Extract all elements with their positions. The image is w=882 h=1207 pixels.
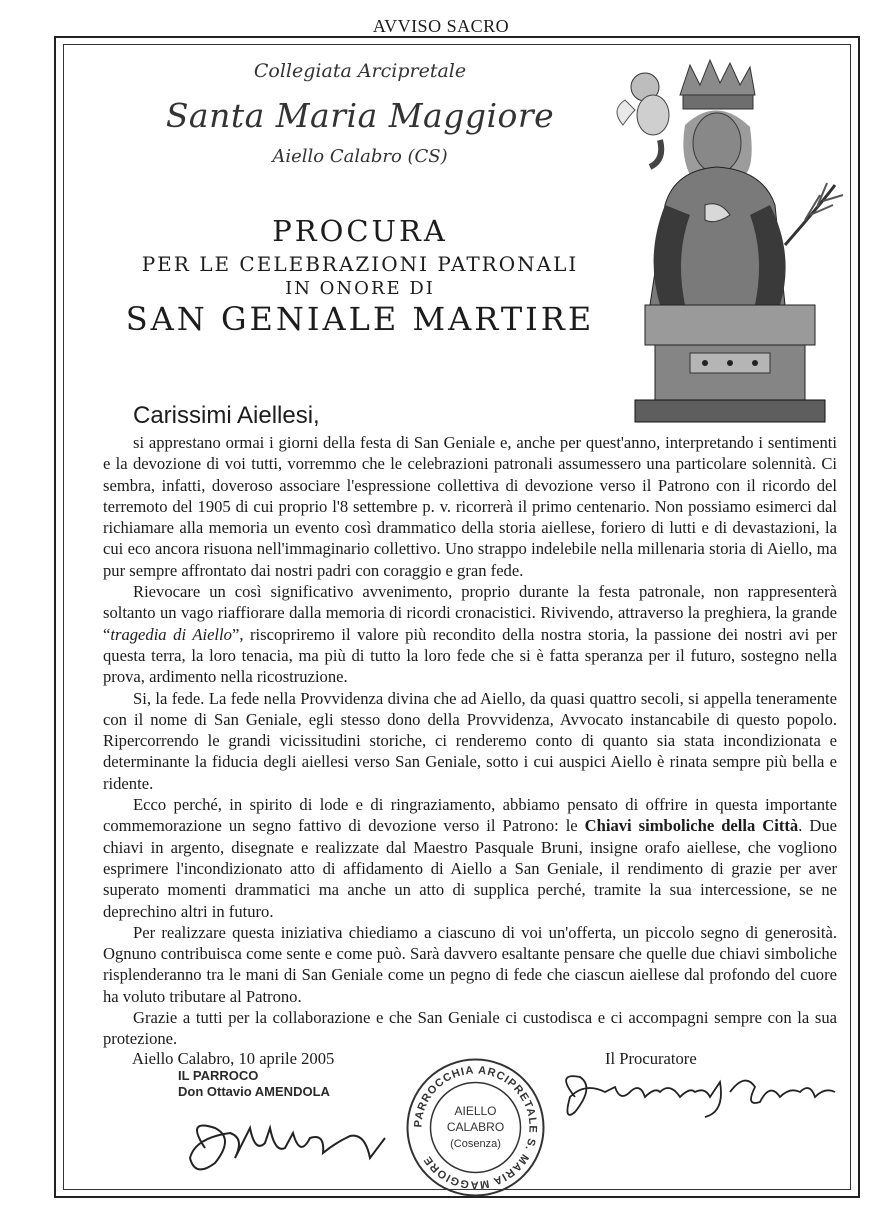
title-subtitle: PER LE CELEBRAZIONI PATRONALI [141,252,579,276]
paragraph-thanks: Grazie a tutti per la collaborazione e che San Geniale ci custodisca e ci accompagni sempre con la sua protezione. [103,1008,837,1049]
paragraph-offering: Per realizzare questa iniziativa chiediamo a ciascuno di voi un'offerta, un piccolo segno di generosità. Ognuno contribuisca come sente e come può. Sarà davvero esaltante pensare che quelle due chiavi simboliche risplenderanno tra le mani di San Geniale come un pegno di fede che ciascun aiellese dal profondo del cuore ha voluto tributare al Patrono. [103,922,837,1006]
letter-greeting: Carissimi Aiellesi, [133,402,320,429]
parish-seal [403,1055,548,1200]
seal-ring-text: PARROCCHIA ARCIPRETALE S. MARIA MAGGIORE [412,1064,539,1191]
cherub-icon [617,73,669,167]
church-location: Aiello Calabro (CS) [272,146,448,167]
paragraph-keys: Ecco perché, in spirito di lode e di ringraziamento, abbiamo pensato di offrire in questa importante commemorazione un segno fattivo di devozione verso il Patrono: le Chiavi simboliche della Città. Due chiavi in argento, disegnate e realizzate dal Maestro Pasquale Bruni, insigne orafo aiellese, che vogliono esprimere l'incondizionato atto di affidamento di Aiello a San Geniale, il rendimento di grazie per aver superato momenti drammatici ma anche un atto di supplica perché, tramite la sua intercessione, se ne deprechino altri in futuro. [103,795,837,921]
place-date: Aiello Calabro, 10 aprile 2005 [132,1049,335,1068]
bold-phrase: Chiavi simboliche della Città [584,816,799,836]
paragraph-faith: Si, la fede. La fede nella Provvidenza divina che ad Aiello, da quasi quattro secoli, si appella teneramente con il nome di San Geniale, egli stesso dono della Provvidenza, Avvocato instancabile di questo popolo. Ripercorrendo le grandi vicissitudini storiche, ci renderemo conto di quanto sia stata incondizionata e determinante la fiducia degli aiellesi verso San Geniale, sotto i cui auspici Aiello è rinata sempre più bella e ridente. [103,688,837,793]
title-honor-line: IN ONORE DI [285,278,435,299]
procurator-label: Il Procuratore [605,1049,697,1068]
palm-frond-icon [785,183,843,245]
italic-phrase: tragedia di Aiello [110,624,232,644]
saint-name: SAN GENIALE MARTIRE [125,300,595,338]
church-type: Collegiata Arcipretale [253,60,467,82]
seal-town2: CALABRO [446,1120,505,1134]
letter-body [103,432,837,1050]
church-name: Santa Maria Maggiore [165,96,555,135]
procurator-signature [545,1062,845,1132]
parish-priest-stamp: IL PARROCO Don Ottavio AMENDOLA [178,1068,330,1099]
notice-header: AVVISO SACRO [372,16,510,36]
crown-icon [680,60,755,109]
seal-town: AIELLO [454,1104,497,1118]
paragraph-intro: si apprestano ormai i giorni della festa di San Geniale e, anche per quest'anno, interpretando i sentimenti e la devozione di voi tutti, vorremmo che le celebrazioni patronali assumessero una particolare solennità. Ci sembra, infatti, doveroso associare l'espressione collettiva di devozione verso il Patrono con il ricordo del terremoto del 1905 di cui proprio l'8 settembre p. v. ricorrerà il primo centenario. Non possiamo esimerci dal richiamare alla memoria un evento così drammatico della storia aiellese, foriero di lutti e di devastazioni, la cui eco ancora risuona nell'immaginario collettivo. Uno strappo indelebile nella millenaria storia di Aiello, ma pur sempre affrontato dai nostri padri con coraggio e gran fede. [103,433,837,580]
document-title: PROCURA [272,214,448,248]
paragraph-memory: Rievocare un così significativo avvenimento, proprio durante la festa patronale, non rappresenterà soltanto un vago riaffiorare dalla memoria di ricordi cronacistici. Rivivendo, attraverso la preghiera, la grande “tragedia di Aiello”, riscopriremo il valore più recondito della nostra storia, la passione dei nostri avi per questa terra, la loro tenacia, ma più di tutto la loro fede che si è fatta speranza per il futuro, sostegno nella prova, ardimento nella ricostruzione. [103,582,838,687]
seal-province: (Cosenza) [450,1138,501,1150]
saint-statue-image [605,55,850,435]
parish-priest-signature [175,1108,395,1188]
